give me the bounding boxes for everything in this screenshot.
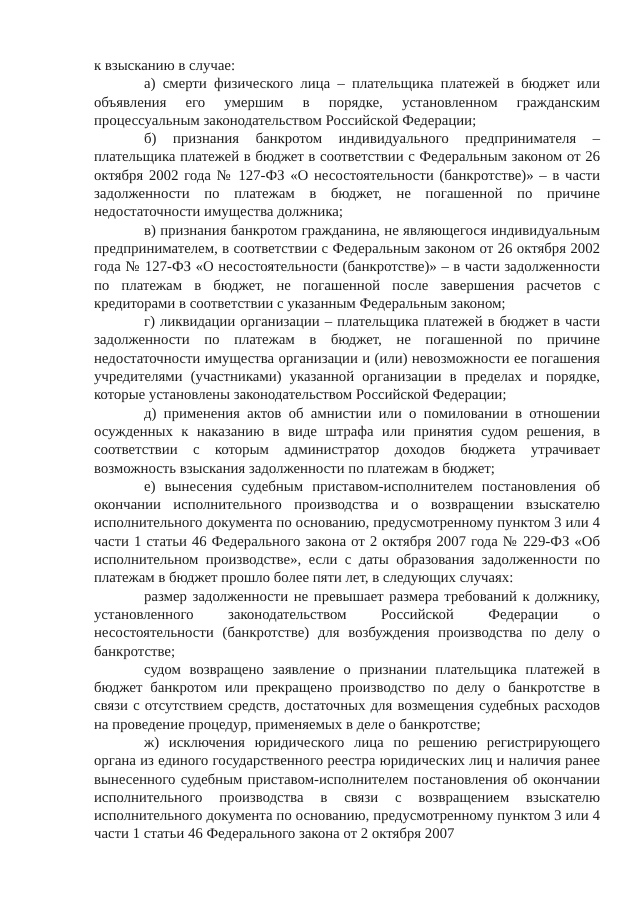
paragraph-item-v: в) признания банкротом гражданина, не являющегося индивидуальным предпринимателем, в соответствии с Федеральным законом от 26 октября 2002 года № 127-ФЗ «О несостоятельности (банкротстве)» – в части задолженности по платежам в бюджет, не погашенной после завершения расчетов с кредиторами в соответствии с указанным Федеральным законом; <box>94 222 600 312</box>
paragraph-item-d: д) применения актов об амнистии или о помиловании в отношении осужденных к наказанию в виде штрафа или принятия судом решения, в соответствии с которым администратор доходов бюджета утрачивает возможность взыскания задолженности по платежам в бюджет; <box>94 405 600 477</box>
paragraph-item-b: б) признания банкротом индивидуального предпринимателя – плательщика платежей в бюджет в соответствии с Федеральным законом от 26 октября 2002 года № 127-ФЗ «О несостоятельности (банкротстве)» – в части задолженности по платежам в бюджет, не погашенной по причине недостаточности имущества должника; <box>94 131 600 221</box>
paragraph-case-2: судом возвращено заявление о признании плательщика платежей в бюджет банкротом или прекращено производство по делу о банкротстве в связи с отсутствием средств, достаточных для возмещения судебных расходов на проведение процедур, применяемых в деле о банкротстве; <box>94 661 600 733</box>
paragraph-case-1: размер задолженности не превышает размера требований к должнику, установленного законодательством Российской Федерации о несостоятельности (банкротстве) для возбуждения производства по делу о банкротстве; <box>94 588 600 660</box>
paragraph-item-e: е) вынесения судебным приставом-исполнителем постановления об окончании исполнительного производства и о возвращении взыскателю исполнительного документа по основанию, предусмотренному пунктом 3 или 4 части 1 статьи 46 Федерального закона от 2 октября 2007 года № 229-ФЗ «Об исполнительном производстве», если с даты образования задолженности по платежам в бюджет прошло более пяти лет, в следующих случаях: <box>94 478 600 587</box>
paragraph-item-a: а) смерти физического лица – плательщика платежей в бюджет или объявления его умершим в порядке, установленном гражданским процессуальным законодательством Российской Федерации; <box>94 76 600 129</box>
paragraph-item-zh: ж) исключения юридического лица по решению регистрирующего органа из единого государственного реестра юридических лиц и наличия ранее вынесенного судебным приставом-исполнителем постановления об окончании исполнительного производства в связи с возвращением взыскателю исполнительного документа по основанию, предусмотренному пунктом 3 или 4 части 1 статьи 46 Федерального закона от 2 октября 2007 <box>94 734 600 843</box>
paragraph-continuation: к взысканию в случае: <box>94 58 236 74</box>
paragraph-item-g: г) ликвидации организации – плательщика платежей в бюджет в части задолженности по платежам в бюджет, не погашенной по причине недостаточности имущества организации и (или) невозможности ее погашения учредителями (участниками) указанной организации в пределах и порядке, которые установлены законодательством Российской Федерации; <box>94 314 600 404</box>
document-body <box>94 57 600 844</box>
